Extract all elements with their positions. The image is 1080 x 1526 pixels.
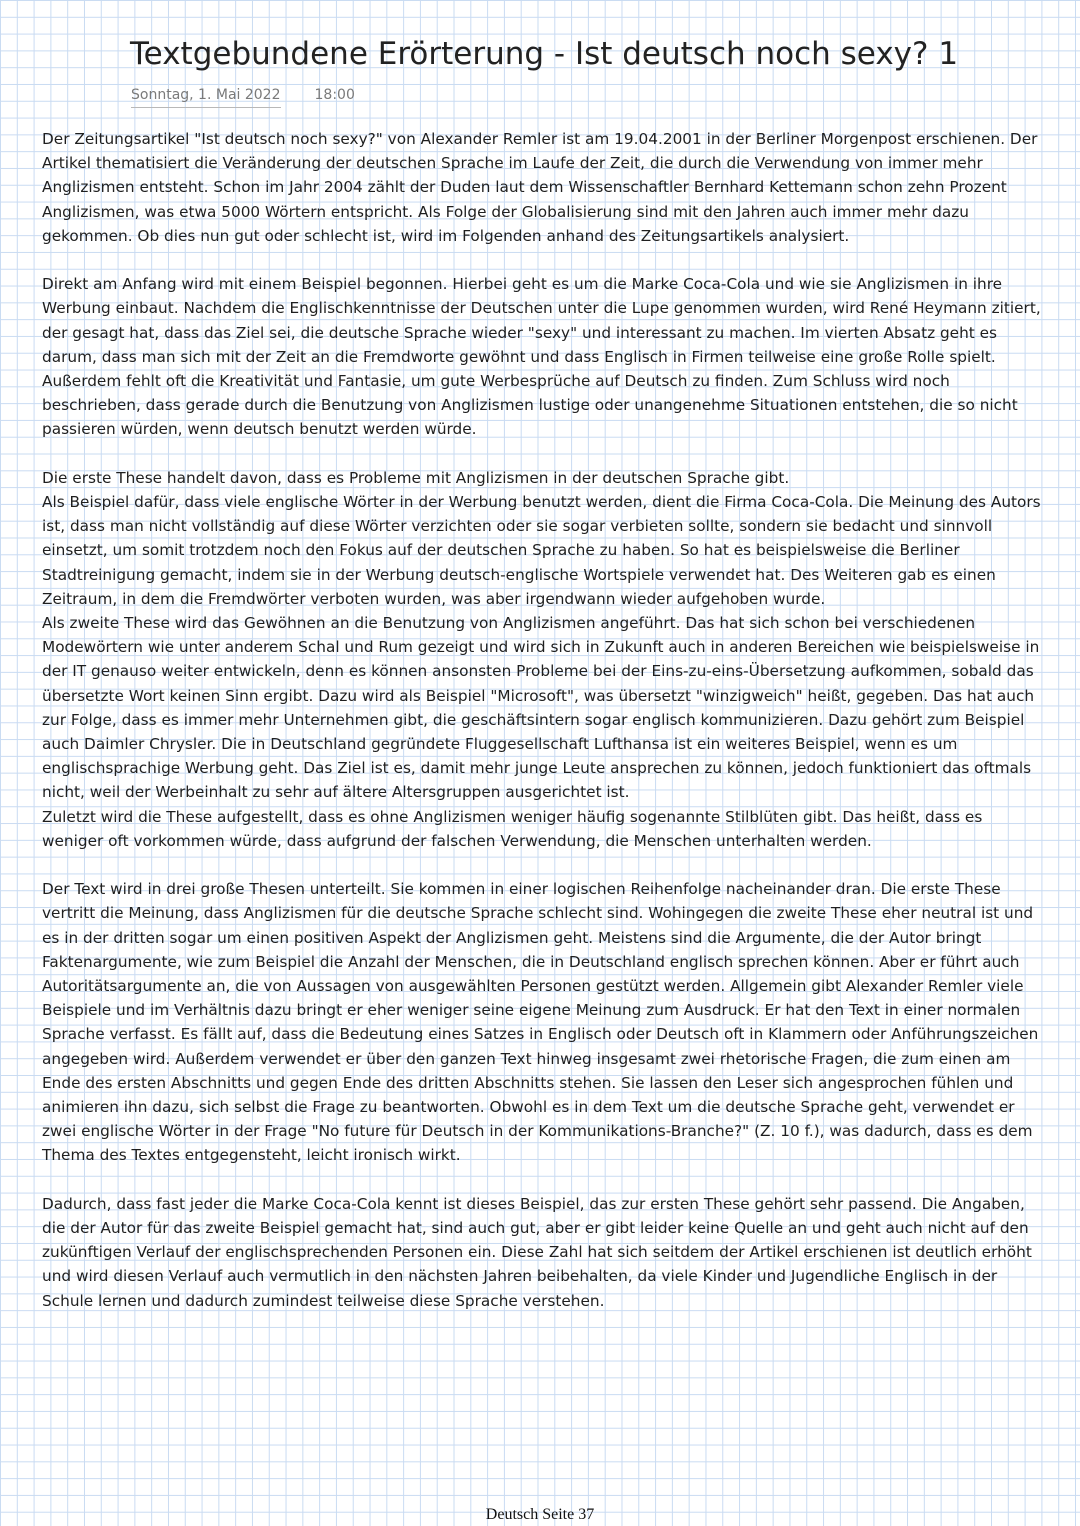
paragraph-thesis-1-heading: Die erste These handelt davon, dass es Probleme mit Anglizismen in der deutschen Sprache gibt.: [42, 468, 790, 487]
note-date: Sonntag, 1. Mai 2022: [131, 86, 281, 108]
note-time: 18:00: [314, 87, 355, 103]
paragraph-thesis-1: Als Beispiel dafür, dass viele englische Wörter in der Werbung benutzt werden, dient die Firma Coca-Cola. Die Meinung des Autors ist, dass man nicht vollständig auf diese Wörter verzichten oder sie sogar verbieten sollte, sondern sie bedacht und sinnvoll einsetzt, um somit trotzdem noch den Fokus auf der deutschen Sprache zu haben. So hat es beispielsweise die Berliner Stadtreinigung gemacht, indem sie in der Werbung deutsch-englische Wortspiele verwendet hat. Des Weiteren gab es einen Zeitraum, in dem die Fremdwörter verboten wurden, was aber irgendwann wieder aufgehoben wurde.: [42, 493, 1041, 608]
paragraph-summary: Direkt am Anfang wird mit einem Beispiel begonnen. Hierbei geht es um die Marke Coca-Cola und wie sie Anglizismen in ihre Werbung einbaut. Nachdem die Englischkenntnisse der Deutschen unter die Lupe genommen wurden, wird René Heymann zitiert, der gesagt hat, dass das Ziel sei, die deutsche Sprache wieder "sexy" und interessant zu machen. Im vierten Absatz geht es darum, dass man sich mit der Zeit an die Fremdworte gewöhnt und dass Englisch in Firmen teilweise eine große Rolle spielt. Außerdem fehlt oft die Kreativität und Fantasie, um gute Werbesprüche auf Deutsch zu finden. Zum Schluss wird noch beschrieben, dass gerade durch die Benutzung von Anglizismen lustige oder unangenehme Situationen entstehen, die so nicht passieren würden, wenn deutsch benutzt werden würde.: [42, 275, 1041, 439]
paragraph-evaluation: Dadurch, dass fast jeder die Marke Coca-Cola kennt ist dieses Beispiel, das zur ersten These gehört sehr passend. Die Angaben, die der Autor für das zweite Beispiel gemacht hat, sind auch gut, aber er gibt leider keine Quelle an und geht auch nicht auf den zukünftigen Verlauf der englischsprechenden Personen ein. Diese Zahl hat sich seitdem der Artikel erschienen ist deutlich erhöht und wird diesen Verlauf auch vermutlich in den nächsten Jahren beibehalten, da viele Kinder und Jugendliche Englisch in der Schule lernen und dadurch zumindest teilweise diese Sprache verstehen.: [42, 1194, 1032, 1310]
page-title: Textgebundene Erörterung - Ist deutsch noch sexy? 1: [130, 36, 959, 72]
paragraph-thesis-2: Als zweite These wird das Gewöhnen an die Benutzung von Anglizismen angeführt. Das hat sich schon bei verschiedenen Modewörtern wie unter anderem Schal und Rum gezeigt und wird sich in Zukunft auch in anderen Bereichen wie beispielsweise in der IT genauso weiter entwickeln, denn es können ansonsten Probleme bei der Eins-zu-eins-Übersetzung aufkommen, sobald das übersetzte Wort keinen Sinn ergibt. Dazu wird als Beispiel "Microsoft", was übersetzt "winzigweich" heißt, gegeben. Das hat auch zur Folge, dass es immer mehr Unternehmen gibt, die geschäftsintern sogar englisch kommunizieren. Dazu gehört zum Beispiel auch Daimler Chrysler. Die in Deutschland gegründete Fluggesellschaft Lufthansa ist ein weiteres Beispiel, wenn es um englischsprachige Werbung geht. Das Ziel ist es, damit mehr junge Leute ansprechen zu können, jedoch funktioniert das oftmals nicht, weil der Werbeinhalt zu sehr auf ältere Altersgruppen ausgerichtet ist.: [42, 614, 1040, 802]
note-body: [42, 127, 1044, 1313]
paragraph-thesis-3: Zuletzt wird die These aufgestellt, dass es ohne Anglizismen weniger häufig sogenannte Stilblüten gibt. Das heißt, dass es weniger oft vorkommen würde, dass aufgrund der falschen Verwendung, die Menschen unterhalten werden.: [42, 807, 983, 850]
page-footer: Deutsch Seite 37: [485, 1506, 595, 1523]
paragraph-structure-analysis: Der Text wird in drei große Thesen unterteilt. Sie kommen in einer logischen Reihenfolge nacheinander dran. Die erste These vertritt die Meinung, dass Anglizismen für die deutsche Sprache schlecht sind. Wohingegen die zweite These eher neutral ist und es in der dritten sogar um einen positiven Aspekt der Anglizismen geht. Meistens sind die Argumente, die der Autor bringt Faktenargumente, wie zum Beispiel die Anzahl der Menschen, die in Deutschland englisch sprechen können. Aber er führt auch Autoritätsargumente an, die von Aussagen von ausgewählten Personen gestützt werden. Allgemein gibt Alexander Remler viele Beispiele und im Verhältnis dazu bringt er eher weniger seine eigene Meinung zum Ausdruck. Er hat den Text in einer normalen Sprache verfasst. Es fällt auf, dass die Bedeutung eines Satzes in Englisch oder Deutsch oft in Klammern oder Anführungszeichen angegeben wird. Außerdem verwendet er über den ganzen Text hinweg insgesamt zwei rhetorische Fragen, die zum einen am Ende des ersten Abschnitts und gegen Ende des dritten Abschnitts stehen. Sie lassen den Leser sich angesprochen fühlen und animieren ihn dazu, sich selbst die Frage zu beantworten. Obwohl es in dem Text um die deutsche Sprache geht, verwendet er zwei englische Wörter in der Frage "No future für Deutsch in der Kommunikations-Branche?" (Z. 10 f.), was dadurch, dass es dem Thema des Textes entgegensteht, leicht ironisch wirkt.: [42, 880, 1039, 1165]
paragraph-introduction: Der Zeitungsartikel "Ist deutsch noch sexy?" von Alexander Remler ist am 19.04.2001 in der Berliner Morgenpost erschienen. Der Artikel thematisiert die Veränderung der deutschen Sprache im Laufe der Zeit, die durch die Verwendung von immer mehr Anglizismen entsteht. Schon im Jahr 2004 zählt der Duden laut dem Wissenschaftler Bernhard Kettemann schon zehn Prozent Anglizismen, was etwa 5000 Wörtern entspricht. Als Folge der Globalisierung sind mit den Jahren auch immer mehr dazu gekommen. Ob dies nun gut oder schlecht ist, wird im Folgenden anhand des Zeitungsartikels analysiert.: [42, 130, 1038, 245]
note-metadata: [131, 86, 355, 108]
